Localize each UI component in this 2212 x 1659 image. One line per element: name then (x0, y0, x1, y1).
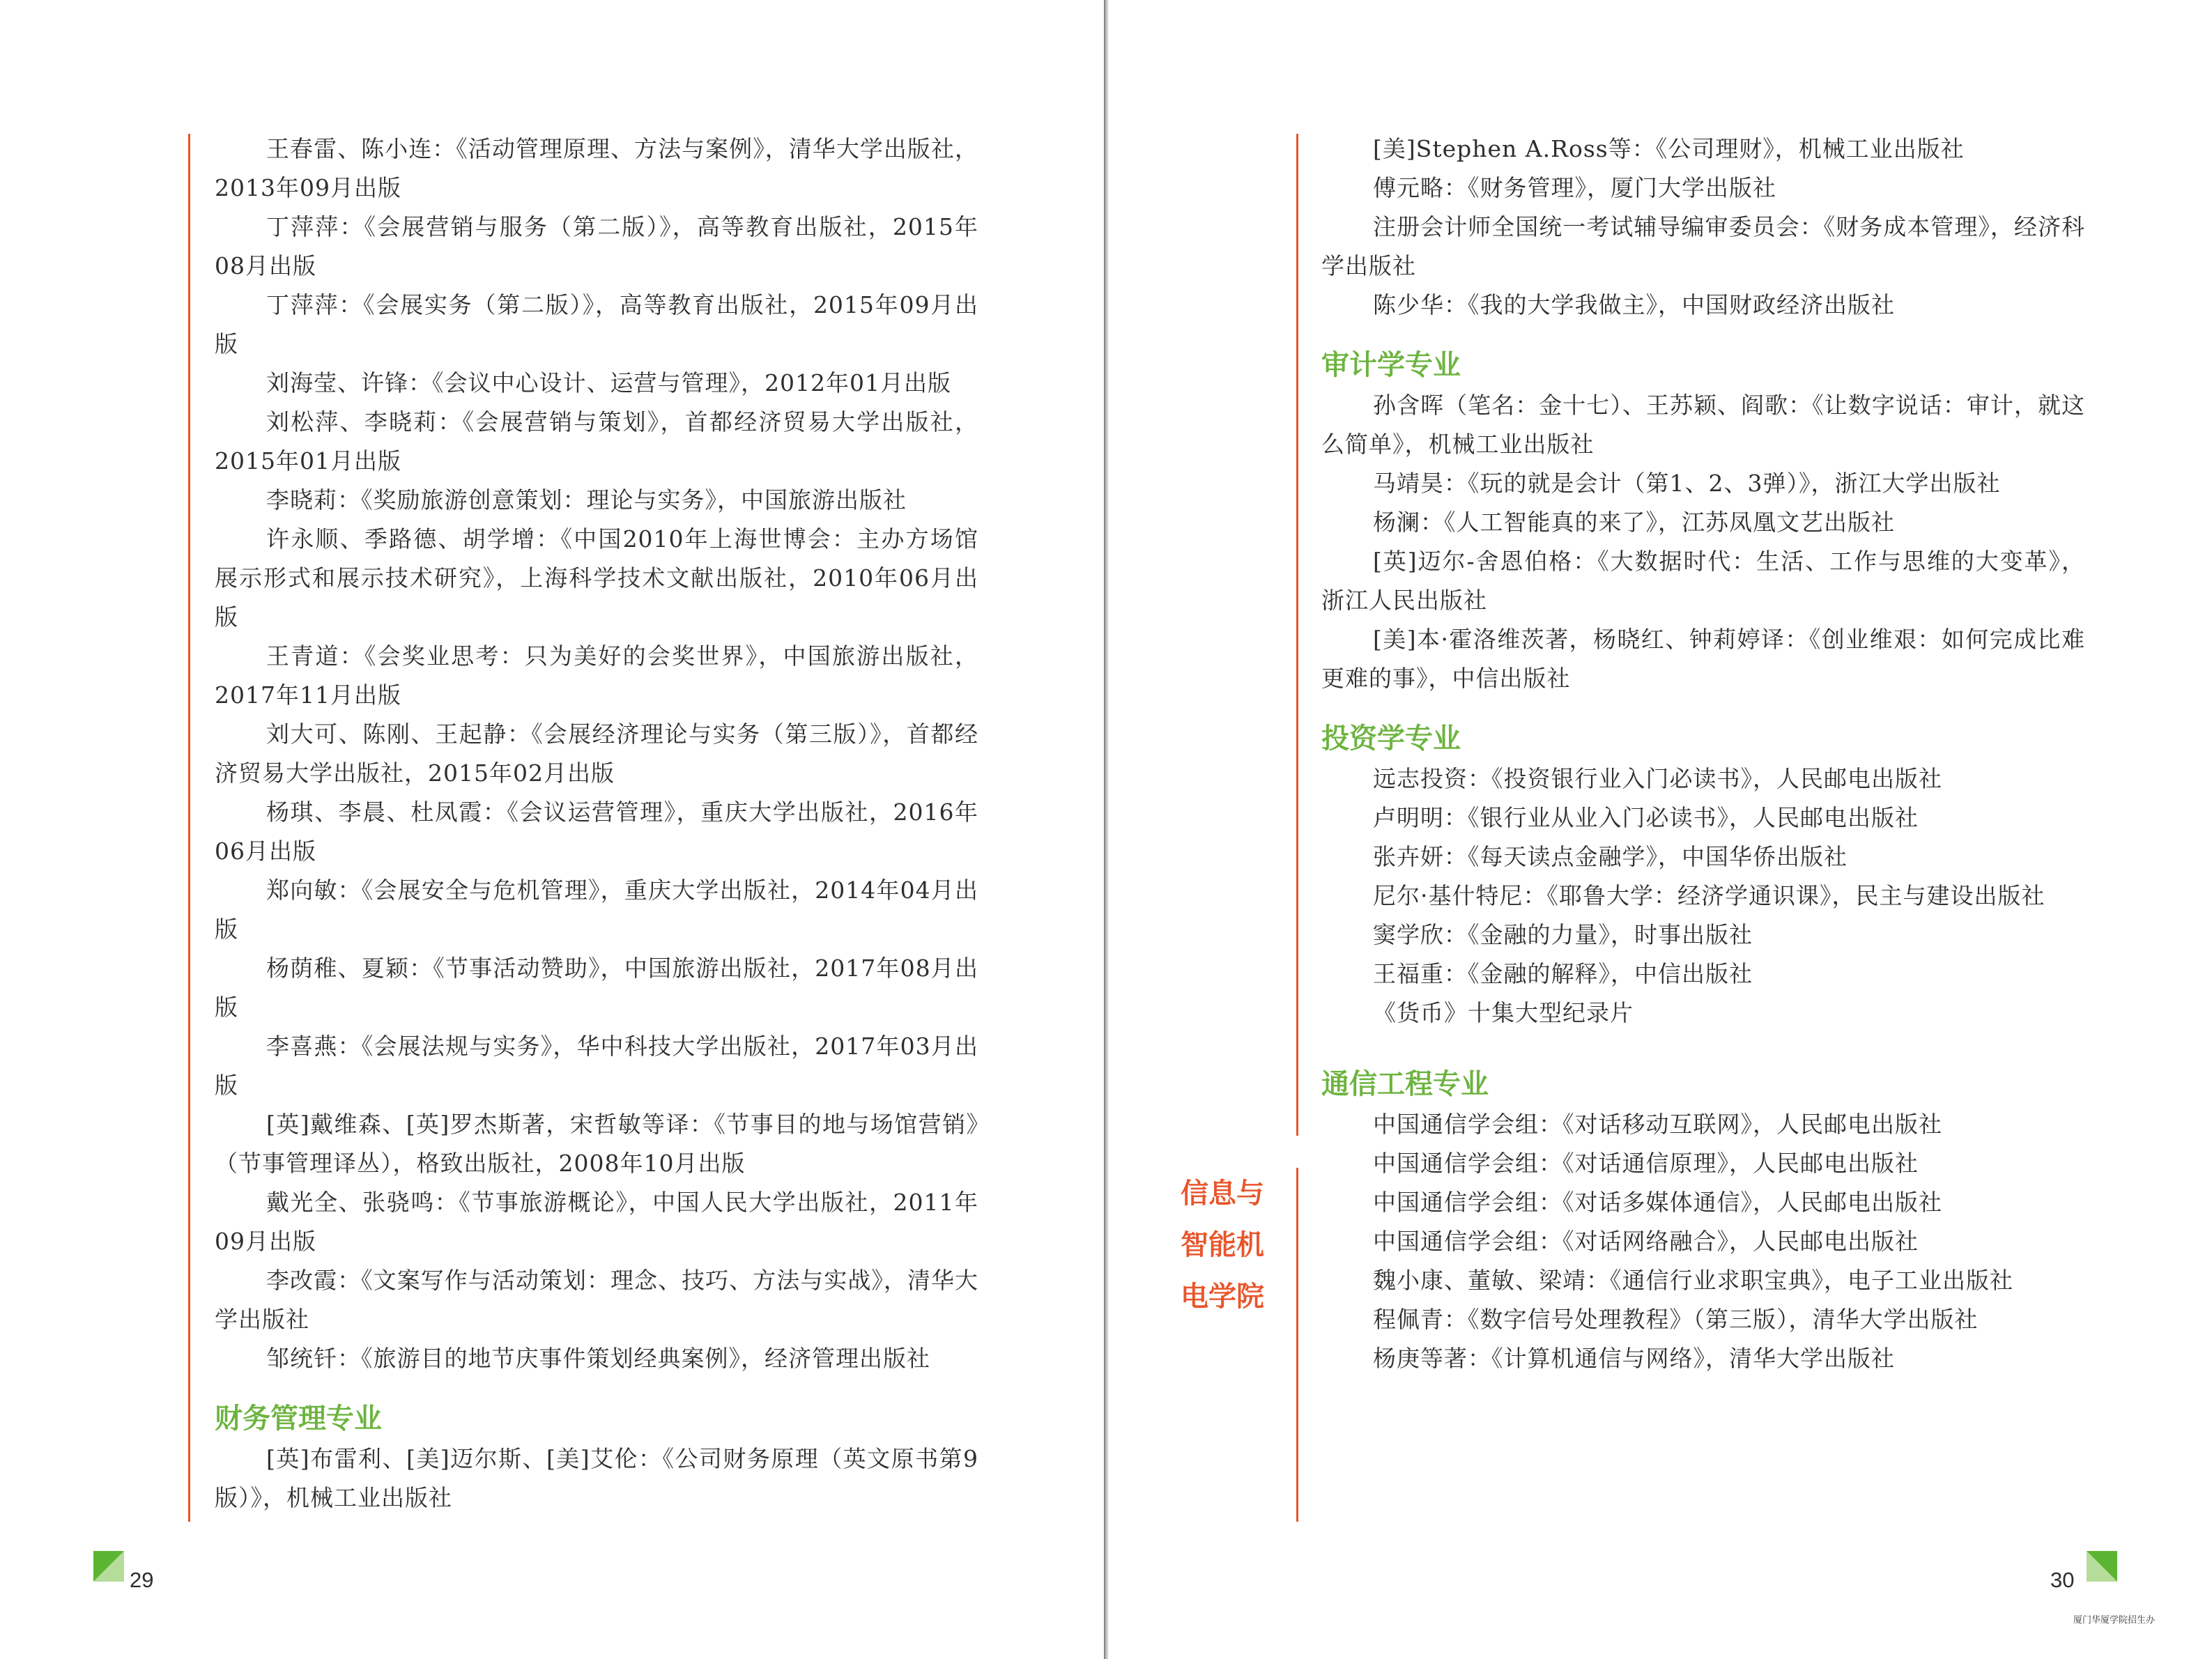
book-entry: 杨庚等著：《计算机通信与网络》，清华大学出版社 (1373, 1345, 1895, 1372)
book-entry: 注册会计师全国统一考试辅导编审委员会：《财务成本管理》，经济科学出版社 (1321, 213, 2085, 279)
reading-list-finance-continued (1321, 130, 2085, 325)
section-heading-auditing: 审计学专业 (1321, 349, 1461, 381)
page-number: 29 (130, 1568, 154, 1592)
book-entry: 杨荫稚、夏颖：《节事活动赞助》，中国旅游出版社，2017年08月出版 (215, 955, 978, 1021)
book-entry: 马靖昊：《玩的就是会计（第1、2、3弹）》，浙江大学出版社 (1373, 470, 2001, 497)
reading-list-auditing (1321, 386, 2085, 698)
book-entry: 刘松萍、李晓莉：《会展营销与策划》，首都经济贸易大学出版社，2015年01月出版 (215, 408, 978, 474)
book-entry: [美]本·霍洛维茨著，杨晓红、钟莉婷译：《创业维艰：如何完成比难更难的事》，中信出版社 (1321, 626, 2085, 692)
book-entry: 张卉妍：《每天读点金融学》，中国华侨出版社 (1373, 843, 1848, 870)
book-entry: 尼尔·基什特尼：《耶鲁大学：经济学通识课》，民主与建设出版社 (1373, 882, 2045, 909)
college-label-line: 智能机 (1181, 1229, 1264, 1261)
book-entry: [英]戴维森、[英]罗杰斯著，宋哲敏等译：《节事目的地与场馆营销》（节事管理译丛），格致出版社，2008年10月出版 (215, 1111, 978, 1177)
book-entry: 中国通信学会组：《对话通信原理》，人民邮电出版社 (1373, 1150, 1919, 1177)
book-entry: 王春雷、陈小连：《活动管理原理、方法与案例》，清华大学出版社，2013年09月出版 (215, 135, 978, 201)
right-column (1321, 130, 2085, 1378)
book-entry: 刘大可、陈刚、王起静：《会展经济理论与实务（第三版）》，首都经济贸易大学出版社，2015年02月出版 (215, 720, 978, 787)
book-entry: 陈少华：《我的大学我做主》，中国财政经济出版社 (1373, 291, 1895, 318)
page-corner-mark-left (93, 1551, 124, 1582)
book-entry: 王青道：《会奖业思考：只为美好的会奖世界》，中国旅游出版社，2017年11月出版 (215, 642, 978, 709)
book-entry: 窦学欣：《金融的力量》，时事出版社 (1373, 921, 1753, 948)
book-entry: [英]迈尔-舍恩伯格：《大数据时代：生活、工作与思维的大变革》，浙江人民出版社 (1321, 548, 2085, 614)
college-label-line: 电学院 (1181, 1281, 1264, 1313)
book-entry: 郑向敏：《会展安全与危机管理》，重庆大学出版社，2014年04月出版 (215, 877, 978, 943)
book-entry: 程佩青：《数字信号处理教程》（第三版），清华大学出版社 (1373, 1306, 1979, 1333)
book-entry: 魏小康、董敏、梁靖：《通信行业求职宝典》，电子工业出版社 (1373, 1267, 2013, 1294)
left-column (215, 130, 978, 1518)
reading-list-communication-engineering (1321, 1105, 2085, 1378)
book-entry: 中国通信学会组：《对话移动互联网》，人民邮电出版社 (1373, 1111, 1942, 1138)
book-entry: [美]Stephen A.Ross等：《公司理财》，机械工业出版社 (1373, 135, 1965, 162)
reading-list-event-management (215, 130, 978, 1378)
book-entry: 丁萍萍：《会展营销与服务（第二版）》，高等教育出版社，2015年08月出版 (215, 213, 978, 279)
right-margin-rule-lower (1296, 1168, 1298, 1522)
footer-note: 厦门华厦学院招生办 (2073, 1615, 2156, 1626)
book-entry: 孙含晖（笔名：金十七）、王苏颖、阎歌：《让数字说话：审计，就这么简单》，机械工业出版社 (1321, 392, 2085, 458)
section-heading-financial-management: 财务管理专业 (215, 1403, 382, 1435)
page-corner-mark-right (2087, 1551, 2117, 1582)
right-margin-rule-upper (1296, 134, 1298, 1136)
book-entry: 丁萍萍：《会展实务（第二版）》，高等教育出版社，2015年09月出版 (215, 291, 978, 357)
book-entry: 中国通信学会组：《对话多媒体通信》，人民邮电出版社 (1373, 1189, 1942, 1216)
left-margin-rule (188, 134, 190, 1522)
book-entry: 王福重：《金融的解释》，中信出版社 (1373, 960, 1753, 987)
book-entry: 刘海莹、许锋：《会议中心设计、运营与管理》，2012年01月出版 (266, 369, 951, 396)
book-entry: [英]布雷利、[美]迈尔斯、[美]艾伦：《公司财务原理（英文原书第9版）》，机械工业出版社 (215, 1445, 978, 1511)
reading-list-investment (1321, 759, 2085, 1033)
page-number: 30 (2050, 1568, 2075, 1592)
book-entry: 戴光全、张骁鸣：《节事旅游概论》，中国人民大学出版社，2011年09月出版 (215, 1189, 978, 1255)
book-entry: 《货币》十集大型纪录片 (1373, 999, 1634, 1026)
book-entry: 杨琪、李晨、杜凤霞：《会议运营管理》，重庆大学出版社，2016年06月出版 (215, 798, 978, 865)
book-entry: 杨澜：《人工智能真的来了》，江苏凤凰文艺出版社 (1373, 509, 1895, 536)
book-entry: 李改霞：《文案写作与活动策划：理念、技巧、方法与实战》，清华大学出版社 (215, 1267, 978, 1333)
book-entry: 李晓莉：《奖励旅游创意策划：理论与实务》，中国旅游出版社 (266, 486, 907, 514)
college-label (1181, 1168, 1285, 1322)
college-label-line: 信息与 (1181, 1178, 1264, 1210)
section-heading-investment: 投资学专业 (1321, 723, 1461, 755)
book-entry: 卢明明：《银行业从业入门必读书》，人民邮电出版社 (1373, 804, 1919, 831)
book-entry: 邹统钎：《旅游目的地节庆事件策划经典案例》，经济管理出版社 (266, 1345, 930, 1372)
book-entry: 傅元略：《财务管理》，厦门大学出版社 (1373, 174, 1776, 201)
book-entry: 中国通信学会组：《对话网络融合》，人民邮电出版社 (1373, 1228, 1919, 1255)
book-entry: 李喜燕：《会展法规与实务》，华中科技大学出版社，2017年03月出版 (215, 1033, 978, 1099)
reading-list-financial-management (215, 1440, 978, 1518)
book-entry: 远志投资：《投资银行业入门必读书》，人民邮电出版社 (1373, 765, 1942, 792)
left-page (0, 0, 1104, 1659)
book-entry: 许永顺、季路德、胡学增：《中国2010年上海世博会：主办方场馆展示形式和展示技术研究》，上海科学技术文献出版社，2010年06月出版 (215, 525, 978, 631)
section-heading-communication-engineering: 通信工程专业 (1321, 1068, 1489, 1100)
